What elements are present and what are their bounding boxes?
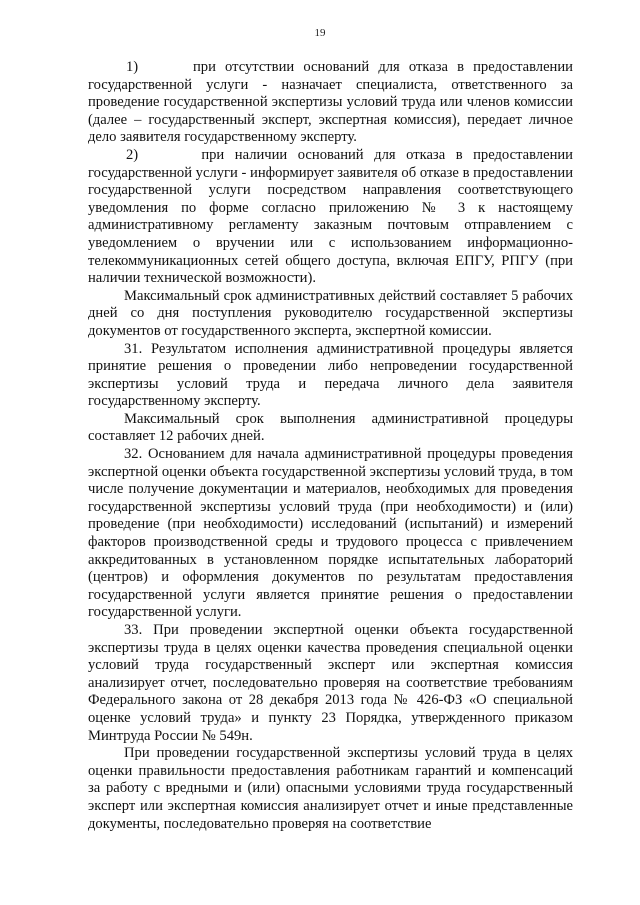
paragraph-32: 32. Основанием для начала административной процедуры проведения экспертной оценки объекта государственной экспертизы условий труда, в том числе получение документации и материалов, необходимых для проведения государственной экспертизы условий труда (при необходимости) и (или) проведение (при необходимости) исследований (испытаний) и измерений факторов производственной среды и трудового процесса с привлечением аккредитованных в установленном порядке испытательных лабораторий (центров) и оформления документов по результатам предоставления государственной услуги является принятие решения о предоставлении государственной услуги. xyxy=(88,446,573,621)
paragraph-item-2: 2) при наличии оснований для отказа в предоставлении государственной услуги - информирует заявителя об отказе в предоставлении государственной услуги посредством направления соответствующего уведомления по форме согласно приложению № 3 к настоящему административному регламенту заказным почтовым отправлением с уведомлением о вручении или с использованием информационно-телекоммуникационных сетей общего доступа, включая ЕПГУ, РПГУ (при наличии технической возможности). xyxy=(88,146,573,287)
document-body xyxy=(88,59,573,833)
paragraph-33: 33. При проведении экспертной оценки объекта государственной экспертизы труда в целях оценки качества проведения специальной оценки условий труда государственный эксперт или экспертная комиссия анализирует отчет, последовательно проверяя на соответствие требованиям Федерального закона от 28 декабря 2013 года № 426-ФЗ «О специальной оценке условий труда» и пункту 23 Порядка, утвержденного приказом Минтруда России № 549н. xyxy=(88,622,573,744)
page-number: 19 xyxy=(314,27,326,39)
paragraph-max-term-5-days: Максимальный срок административных действий составляет 5 рабочих дней со дня поступления руководителю государственной экспертизы документов от государственного эксперта, экспертной комиссии. xyxy=(88,287,573,339)
paragraph-31: 31. Результатом исполнения административной процедуры является принятие решения о проведении либо непроведении государственной экспертизы условий труда и передача личного дела заявителя государственному эксперту. xyxy=(88,340,573,410)
paragraph-expertise-guarantees: При проведении государственной экспертизы условий труда в целях оценки правильности предоставления работникам гарантий и компенсаций за работу с вредными и (или) опасными условиями труда государственный эксперт или экспертная комиссия анализирует отчет и иные представленные документы, последовательно проверяя на соответствие xyxy=(88,745,573,832)
paragraph-item-1: 1) при отсутствии оснований для отказа в предоставлении государственной услуги - назначает специалиста, ответственного за проведение государственной экспертизы условий труда или членов комиссии (далее – государственный эксперт, экспертная комиссия), передает личное дело заявителя государственному эксперту. xyxy=(88,59,573,146)
paragraph-max-term-12-days: Максимальный срок выполнения административной процедуры составляет 12 рабочих дней. xyxy=(88,410,573,445)
